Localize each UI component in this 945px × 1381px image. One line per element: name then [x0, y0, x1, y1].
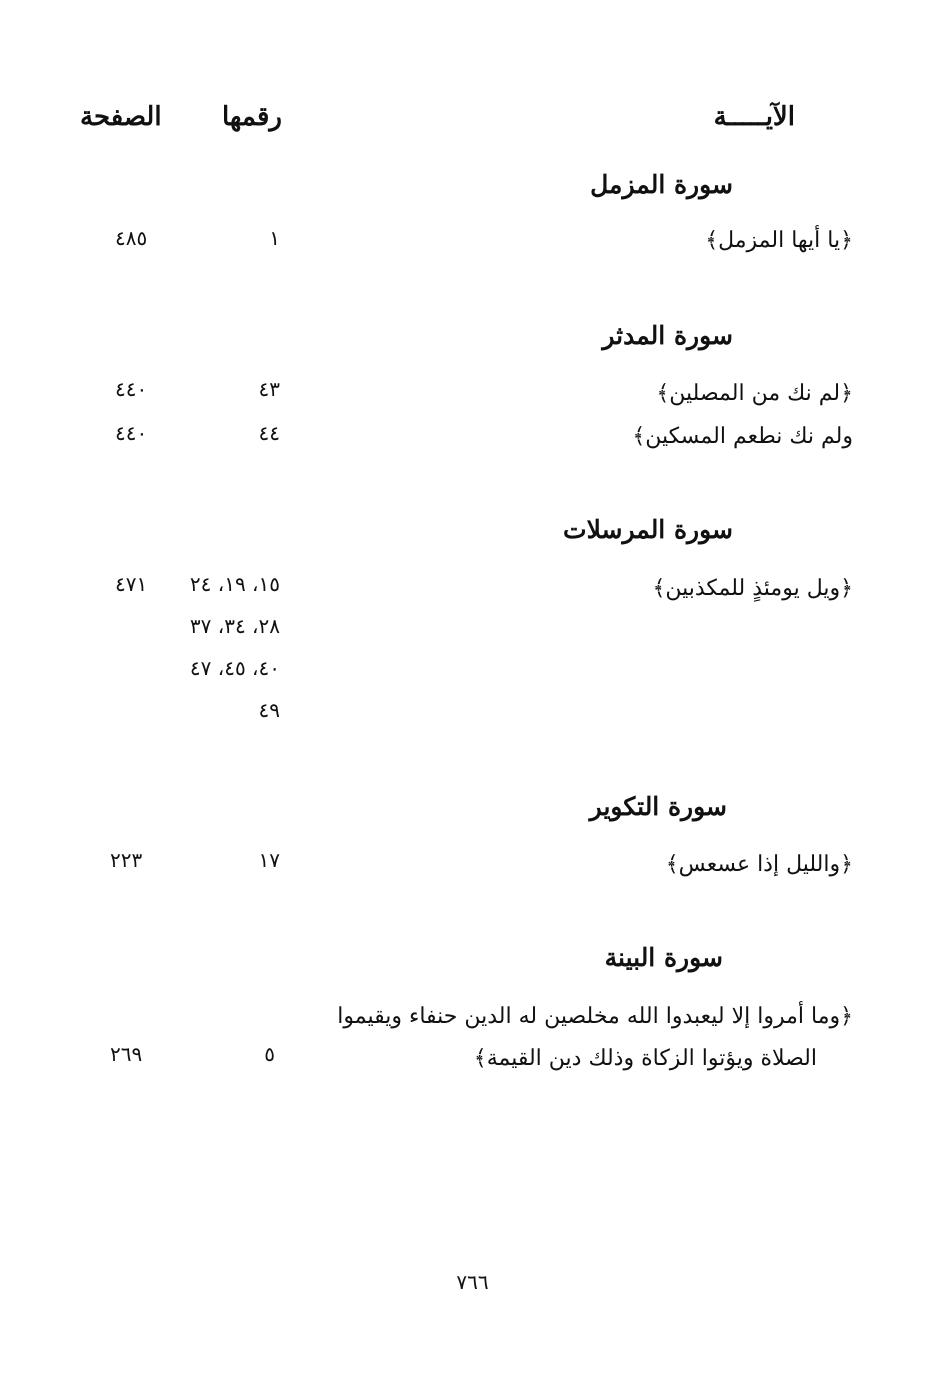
verse-text: ﴿ويل يومئذٍ للمكذبين﴾ [652, 576, 853, 601]
verse-text-line-2: الصلاة ويؤتوا الزكاة وذلك دين القيمة﴾ [473, 1046, 817, 1071]
surah-title-takwir: سورة التكوير [589, 792, 727, 821]
verse-number: ٤٠، ٤٥، ٤٧ [189, 656, 280, 680]
page-number: ٤٨٥ [115, 226, 148, 250]
verse-text: ﴿لم نك من المصلين﴾ [656, 381, 853, 406]
column-header-number: رقمها [222, 102, 282, 132]
verse-text: ﴿يا أيها المزمل﴾ [705, 228, 853, 253]
page-number: ٢٦٩ [110, 1042, 143, 1066]
page-number: ٤٤٠ [115, 421, 148, 445]
column-header-page: الصفحة [80, 102, 162, 132]
column-header-verse: الآيـــــة [713, 102, 795, 132]
verse-number: ٥ [264, 1042, 275, 1066]
surah-title-muddaththir: سورة المدثر [602, 321, 733, 350]
page-number: ٢٢٣ [110, 848, 143, 872]
verse-number: ١٥، ١٩، ٢٤ [189, 572, 280, 596]
verse-number: ١ [269, 226, 280, 250]
verse-number: ١٧ [258, 848, 280, 872]
page-number: ٤٤٠ [115, 377, 148, 401]
surah-title-muzzammil: سورة المزمل [590, 170, 733, 199]
surah-title-bayyina: سورة البينة [604, 943, 723, 972]
verse-text: ﴿والليل إذا عسعس﴾ [665, 852, 853, 877]
verse-number: ٤٩ [258, 698, 280, 722]
footer-page-number: ٧٦٦ [456, 1270, 489, 1294]
verse-number: ٢٨، ٣٤، ٣٧ [189, 614, 280, 638]
verse-number: ٤٤ [258, 421, 280, 445]
verse-text-line-1: ﴿وما أمروا إلا ليعبدوا الله مخلصين له الدين حنفاء ويقيموا [337, 1004, 853, 1029]
verse-text: ولم نك نطعم المسكين﴾ [632, 424, 853, 449]
verse-number: ٤٣ [258, 377, 280, 401]
surah-title-mursalat: سورة المرسلات [563, 515, 733, 544]
page-number: ٤٧١ [115, 572, 148, 596]
